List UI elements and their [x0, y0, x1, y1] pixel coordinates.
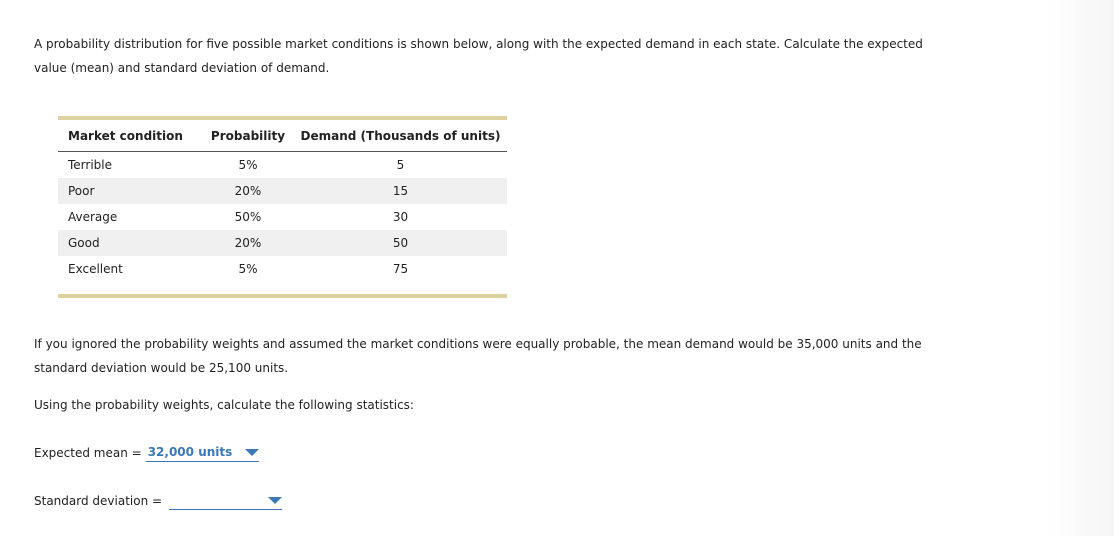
- cell-demand: 15: [294, 178, 507, 204]
- cell-demand: 5: [396, 158, 405, 172]
- standard-deviation-label: Standard deviation =: [34, 493, 163, 508]
- expected-mean-row: [34, 443, 259, 462]
- ignored-weights-paragraph: If you ignored the probability weights and assumed the market conditions were equally probable, the mean demand would be 35,000 units and the standard deviation would be 25,100 units.: [34, 337, 922, 375]
- cell-probability: 20%: [202, 178, 294, 204]
- cell-condition: Poor: [58, 178, 202, 204]
- cell-condition: Good: [58, 230, 202, 256]
- instructions-paragraph: Using the probability weights, calculate the following statistics:: [34, 398, 414, 412]
- table-header-row: [58, 118, 507, 152]
- cell-demand: 50: [294, 230, 507, 256]
- header-probability: Probability: [202, 118, 294, 152]
- cell-probability: 50%: [234, 210, 262, 224]
- header-demand: Demand (Thousands of units): [294, 118, 507, 152]
- right-edge-shade: [1044, 0, 1114, 536]
- table-row: [58, 230, 507, 256]
- standard-deviation-dropdown[interactable]: [169, 491, 282, 510]
- expected-mean-dropdown[interactable]: [146, 443, 259, 462]
- cell-condition: Excellent: [68, 262, 123, 276]
- cell-probability: 5%: [238, 262, 258, 276]
- distribution-table: [58, 116, 507, 298]
- caret-down-icon: [245, 449, 259, 456]
- table-row: [58, 178, 507, 204]
- cell-probability: 5%: [238, 158, 258, 172]
- header-market-condition: Market condition: [58, 118, 202, 152]
- caret-down-icon: [268, 497, 282, 504]
- cell-probability: 20%: [202, 230, 294, 256]
- table-row: [58, 152, 507, 179]
- cell-condition: Terrible: [68, 158, 112, 172]
- cell-demand: 30: [392, 210, 409, 224]
- cell-condition: Average: [68, 210, 118, 224]
- table-row: [58, 256, 507, 296]
- intro-paragraph: A probability distribution for five possible market conditions is shown below, along with the expected demand in each state. Calculate the expected value (mean) and standard deviation of demand.: [34, 37, 923, 75]
- expected-mean-selected-value: 32,000 units: [147, 445, 233, 459]
- standard-deviation-row: [34, 491, 282, 510]
- table-row: [58, 204, 507, 230]
- cell-demand: 75: [392, 262, 409, 276]
- expected-mean-label: Expected mean =: [34, 445, 142, 460]
